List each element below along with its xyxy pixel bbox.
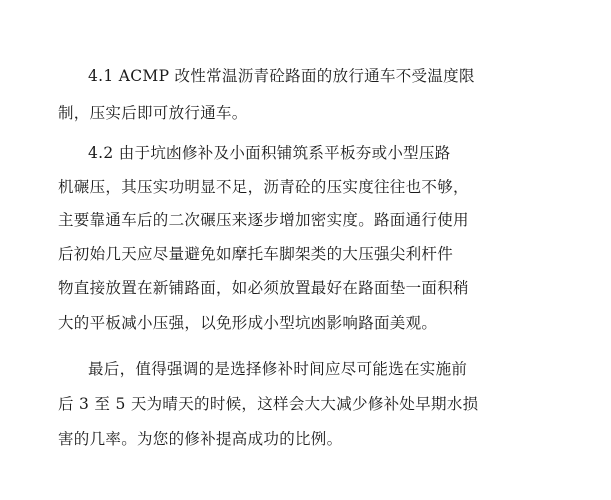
paragraph-3-line-3: 害的几率。为您的修补提高成功的比例。 (58, 430, 343, 448)
paragraph-2-line-4: 后初始几天应尽量避免如摩托车脚架类的大压强尖利杆件 (58, 245, 454, 263)
paragraph-2-line-2: 机碾压，其压实功明显不足，沥青砼的压实度往往也不够， (58, 178, 469, 196)
paragraph-2-line-6: 大的平板减小压强，以免形成小型坑凼影响路面美观。 (58, 314, 438, 332)
paragraph-3-line-1: 最后，值得强调的是选择修补时间应尽可能选在实施前 (88, 360, 468, 378)
paragraph-1-line-2: 制，压实后即可放行通车。 (58, 104, 248, 122)
paragraph-2-line-1: 4.2 由于坑凼修补及小面积铺筑系平板夯或小型压路 (88, 144, 451, 162)
paragraph-3-line-2: 后 3 至 5 天为晴天的时候，这样会大大减少修补处早期水损 (58, 395, 479, 413)
paragraph-1-line-1: 4.1 ACMP 改性常温沥青砼路面的放行通车不受温度限 (88, 67, 475, 85)
paragraph-2-line-3: 主要靠通车后的二次碾压来逐步增加密实度。路面通行使用 (58, 211, 469, 229)
paragraph-2-line-5: 物直接放置在新铺路面，如必须放置最好在路面垫一面积稍 (58, 279, 469, 297)
